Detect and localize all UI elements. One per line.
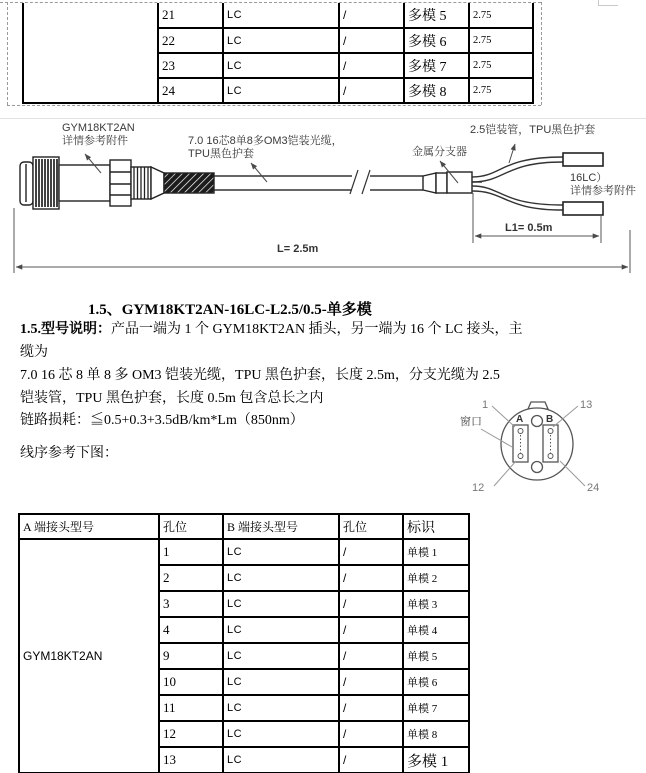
hole-cell: 1 (159, 539, 223, 565)
lc-label-line1: 16LC） (570, 172, 608, 184)
b-type-cell: LC (223, 591, 339, 617)
gym18kt2an-plug-drawing (20, 157, 214, 209)
header-b-hole: 孔位 (339, 514, 403, 539)
lc-label (570, 172, 636, 198)
splitter-label: 金属分支器 (412, 146, 467, 158)
a-model-cell: GYM18KT2AN (19, 539, 159, 773)
mark-cell: 单模 5 (403, 643, 469, 669)
braid-sleeve (164, 173, 214, 193)
b-hole-cell: / (339, 3, 404, 28)
l-dimension-label: L= 2.5m (277, 243, 319, 255)
cable-break (350, 170, 370, 194)
text-boundary-right (541, 2, 542, 105)
b-type-cell: LC (223, 539, 339, 565)
mark-cell: 单模 3 (403, 591, 469, 617)
value-cell: 2.75 (469, 3, 533, 28)
l1-dimension-label: L1= 0.5m (505, 222, 553, 234)
b-type-cell: LC (223, 695, 339, 721)
hole-cell: 4 (159, 617, 223, 643)
mark-cell: 多模 7 (404, 53, 469, 78)
branch-tube-label: 2.5铠装管，TPU黑色护套 (470, 124, 596, 136)
pin-24-label: 24 (587, 482, 600, 494)
model-description-label: 1.5.型号说明： (20, 322, 111, 337)
plug-label-line2: 详情参考附件 (62, 135, 128, 147)
guide-hole-bottom (532, 462, 543, 473)
hole-cell: 22 (158, 28, 223, 53)
hole-cell: 13 (159, 747, 223, 773)
hole-cell: 11 (159, 695, 223, 721)
pin-13-label: 13 (580, 399, 593, 411)
text-boundary-left (7, 2, 8, 105)
pin-12-label: 12 (472, 482, 485, 494)
mark-cell: 多模 8 (404, 78, 469, 103)
window-label: 窗口 (460, 416, 482, 428)
model-description-text: 产品一端为 1 个 GYM18KT2AN 插头，另一端为 16 个 LC 接头，主 (111, 322, 523, 337)
main-cable (214, 170, 423, 194)
wiring-reference-line: 线序参考下图： (20, 446, 118, 461)
branch-tubes (472, 157, 563, 210)
header-mark: 标识 (403, 514, 469, 539)
b-hole-cell: / (339, 669, 403, 695)
b-hole-cell: / (339, 53, 404, 78)
mark-cell: 单模 1 (403, 539, 469, 565)
b-type-cell: LC (223, 78, 339, 103)
lc-label-line2: 详情参考附件 (570, 185, 636, 197)
mark-cell: 多模 1 (403, 747, 469, 773)
b-hole-cell: / (339, 617, 403, 643)
header-hole: 孔位 (159, 514, 223, 539)
b-type-cell: LC (223, 3, 339, 28)
b-hole-cell: / (339, 591, 403, 617)
mark-cell: 单模 7 (403, 695, 469, 721)
mark-cell: 单模 4 (403, 617, 469, 643)
mark-cell: 单模 6 (403, 669, 469, 695)
section-heading: 1.5、GYM18KT2AN-16LC-L2.5/0.5-单多模 (88, 302, 372, 318)
value-cell: 2.75 (469, 28, 533, 53)
hole-cell: 21 (158, 3, 223, 28)
mark-cell: 多模 6 (404, 28, 469, 53)
pin-table-continued (22, 3, 534, 104)
link-loss-line: 链路损耗：≦0.5+0.3+3.5dB/km*Lm（850nm） (20, 413, 304, 428)
b-hole-cell: / (339, 539, 403, 565)
hole-cell: 24 (158, 78, 223, 103)
b-type-cell: LC (223, 565, 339, 591)
hole-cell: 10 (159, 669, 223, 695)
cable-spec-line2: 铠装管，TPU 黑色护套，长度 0.5m 包含总长之内 (20, 391, 324, 406)
b-type-cell: LC (223, 669, 339, 695)
b-hole-cell: / (339, 695, 403, 721)
plug-label-line1: GYM18KT2AN (62, 122, 135, 134)
slot-a-label: A (516, 414, 524, 425)
hole-cell: 2 (159, 565, 223, 591)
slot-b-label: B (546, 414, 554, 425)
connector-face-diagram (455, 392, 645, 504)
b-hole-cell: / (339, 721, 403, 747)
b-hole-cell: / (339, 28, 404, 53)
cable-label-line1: 7.0 16芯8单8多OM3铠装光缆， (188, 135, 343, 147)
value-cell: 2.75 (469, 78, 533, 103)
mark-cell: 单模 8 (403, 721, 469, 747)
cable-label-line2: TPU黑色护套 (188, 148, 254, 160)
value-cell: 2.75 (469, 53, 533, 78)
a-model-empty-cell (23, 3, 158, 103)
hole-cell: 3 (159, 591, 223, 617)
header-a-model: A 端接头型号 (19, 514, 159, 539)
cable-label (188, 135, 343, 161)
hole-cell: 23 (158, 53, 223, 78)
b-type-cell: LC (223, 28, 339, 53)
b-hole-cell: / (339, 643, 403, 669)
pin-1-label: 1 (482, 399, 489, 411)
plug-label (62, 122, 135, 148)
model-description-line1 (20, 320, 522, 339)
hole-cell: 9 (159, 643, 223, 669)
b-type-cell: LC (223, 747, 339, 773)
b-hole-cell: / (339, 565, 403, 591)
model-description-line2: 缆为 (20, 345, 48, 360)
b-type-cell: LC (223, 721, 339, 747)
b-type-cell: LC (223, 617, 339, 643)
guide-hole-top (532, 416, 543, 427)
margin-corner-mark (598, 5, 618, 6)
mark-cell: 多模 5 (404, 3, 469, 28)
b-hole-cell: / (339, 747, 403, 773)
cable-spec-line1: 7.0 16 芯 8 单 8 多 OM3 铠装光缆，TPU 黑色护套，长度 2.5m，分支光缆为 2.5 (20, 368, 500, 383)
pinout-table (18, 513, 470, 773)
mark-cell: 单模 2 (403, 565, 469, 591)
hole-cell: 12 (159, 721, 223, 747)
text-boundary-bottom (7, 105, 541, 106)
header-b-model: B 端接头型号 (223, 514, 339, 539)
b-type-cell: LC (223, 53, 339, 78)
b-type-cell: LC (223, 643, 339, 669)
b-hole-cell: / (339, 78, 404, 103)
